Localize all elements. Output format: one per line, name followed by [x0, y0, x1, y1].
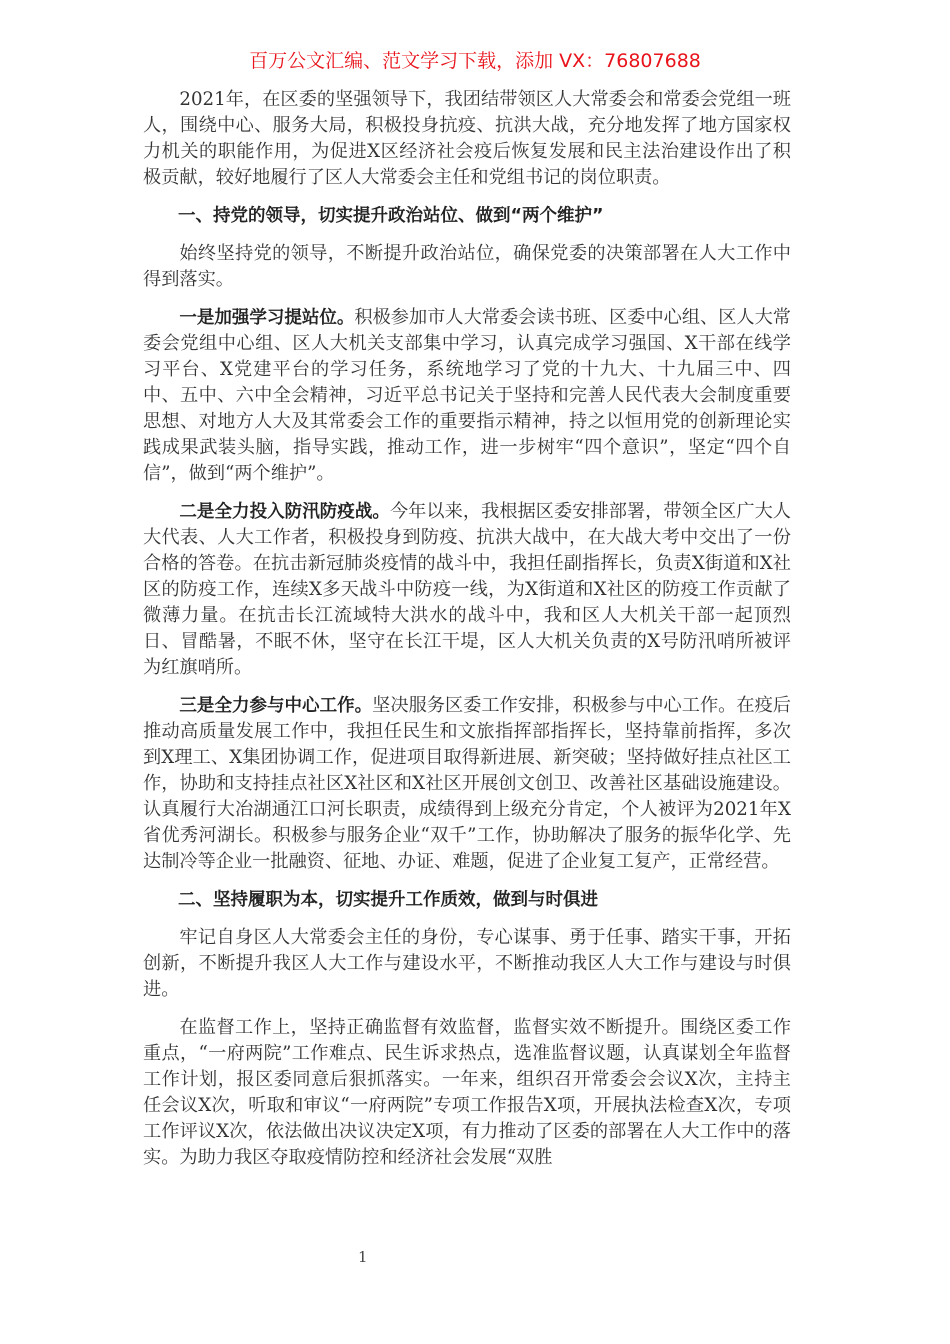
- paragraph-text: 坚决服务区委工作安排，积极参与中心工作。在疫后推动高质量发展工作中，我担任民生和文旅指挥部指挥长，坚持靠前指挥，多次到X理工、X集团协调工作，促进项目取得新进展、新突破；坚持做好挂点社区工作，协助和支持挂点社区X社区和X社区开展创文创卫、改善社区基础设施建设。认真履行大冶湖通江口河长职责，成绩得到上级充分肯定，个人被评为2021年X省优秀河湖长。积极参与服务企业“双千”工作，协助解决了服务的振华化学、先达制冷等企业一批融资、征地、办证、难题，促进了企业复工复产，正常经营。: [143, 695, 791, 872]
- lead-paragraph-flood-epidemic: [143, 499, 791, 681]
- body-paragraph: 牢记自身区人大常委会主任的身份，专心谋事、勇于任事、踏实干事，开拓创新，不断提升我区人大工作与建设水平，不断推动我区人大工作与建设与时俱进。: [143, 927, 791, 1000]
- lead-phrase: 二是全力投入防汛防疫战。: [179, 502, 390, 522]
- lead-paragraph-central-work: [143, 693, 791, 875]
- document-body: [143, 87, 791, 1183]
- paragraph-text: 今年以来，我根据区委安排部署，带领全区广大人大代表、人大工作者，积极投身到防疫、抗洪大战中，在大战大考中交出了一份合格的答卷。在抗击新冠肺炎疫情的战斗中，我担任副指挥长，负责X街道和X社区的防疫工作，连续X多天战斗中防疫一线，为X街道和X社区的防疫工作贡献了微薄力量。在抗击长江流域特大洪水的战斗中，我和区人大机关干部一起顶烈日、冒酷暑，不眠不休，坚守在长江干堤，区人大机关负责的X号防汛哨所被评为红旗哨所。: [143, 501, 791, 678]
- promo-banner: 百万公文汇编、范文学习下载，添加 VX：76807688: [249, 50, 701, 72]
- section-heading-1: 一、持党的领导，切实提升政治站位、做到“两个维护”: [178, 206, 604, 226]
- section-heading-2: 二、坚持履职为本，切实提升工作质效，做到与时俱进: [178, 890, 598, 910]
- intro-paragraph: 2021年，在区委的坚强领导下，我团结带领区人大常委会和常委会党组一班人，围绕中心、服务大局，积极投身抗疫、抗洪大战，充分地发挥了地方国家权力机关的职能作用，为促进X区经济社会疫后恢复发展和民主法治建设作出了积极贡献，较好地履行了区人大常委会主任和党组书记的岗位职责。: [143, 89, 791, 188]
- page-number: 1: [358, 1248, 368, 1266]
- body-paragraph-supervision: 在监督工作上，坚持正确监督有效监督，监督实效不断提升。围绕区委工作重点，“一府两院”工作难点、民生诉求热点，选准监督议题，认真谋划全年监督工作计划，报区委同意后狠抓落实。一年来，组织召开常委会会议X次，主持主任会议X次，听取和审议“一府两院”专项工作报告X项，开展执法检查X次，专项工作评议X次，依法做出决议决定X项，有力推动了区委的部署在人大工作中的落实。为助力我区夺取疫情防控和经济社会发展“双胜: [143, 1017, 791, 1168]
- body-paragraph: 始终坚持党的领导，不断提升政治站位，确保党委的决策部署在人大工作中得到落实。: [143, 243, 791, 290]
- lead-paragraph-study: [143, 305, 791, 487]
- lead-phrase: 一是加强学习提站位。: [179, 308, 355, 328]
- paragraph-text: 积极参加市人大常委会读书班、区委中心组、区人大常委会党组中心组、区人大机关支部集中学习，认真完成学习强国、X干部在线学习平台、X党建平台的学习任务，系统地学习了党的十九大、十九届三中、四中、五中、六中全会精神，习近平总书记关于坚持和完善人民代表大会制度重要思想、对地方人大及其常委会工作的重要指示精神，持之以恒用党的创新理论实践成果武装头脑，指导实践，推动工作，进一步树牢“四个意识”，坚定“四个自信”，做到“两个维护”。: [143, 307, 791, 484]
- lead-phrase: 三是全力参与中心工作。: [179, 696, 373, 716]
